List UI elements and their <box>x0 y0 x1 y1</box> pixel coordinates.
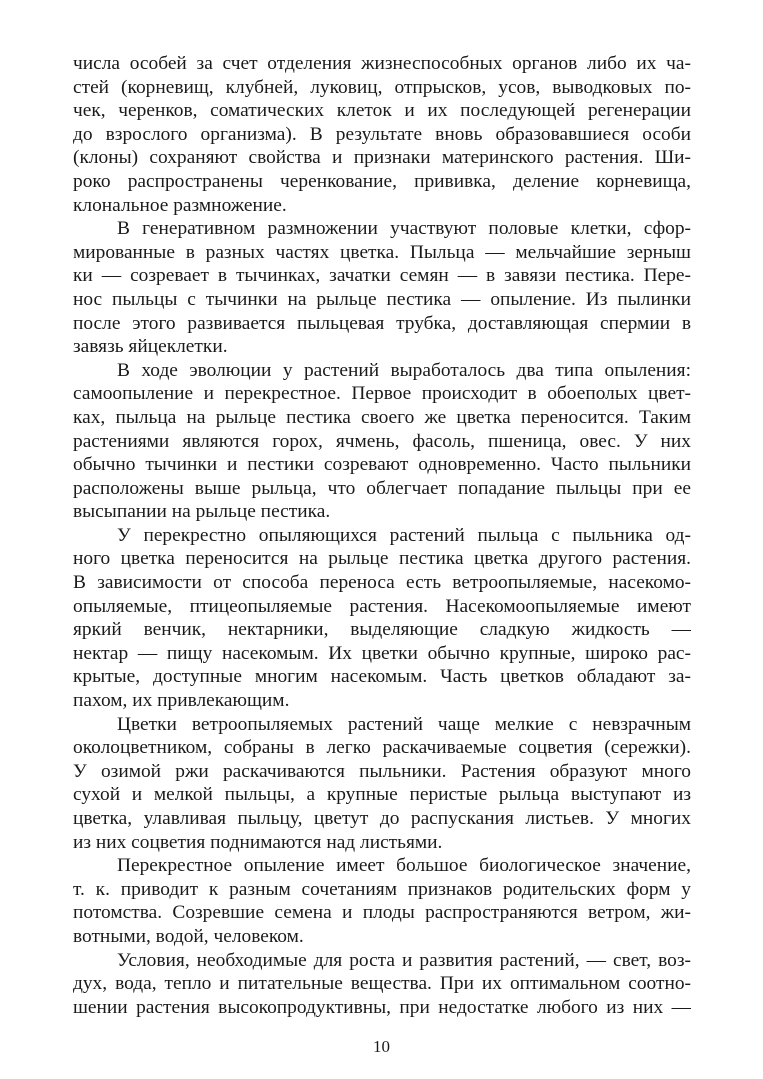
text-line: (клоны) сохраняют свойства и признаки материнского растения. Ши- <box>73 147 691 169</box>
paragraph-1 <box>73 52 691 217</box>
text-line: потомства. Созревшие семена и плоды распространяются ветром, жи- <box>73 902 691 924</box>
paragraph-5 <box>73 713 691 855</box>
text-line: ках, пыльца на рыльце пестика своего же цветка переносится. Таким <box>73 406 691 428</box>
text-line: стей (корневищ, клубней, луковиц, отпрысков, усов, выводковых по- <box>73 76 691 98</box>
text-line: цветка, улавливая пыльцу, цветут до распускания листьев. У многих <box>73 808 691 829</box>
text-line: ного цветка переносится на рыльце пестика цветка другого растения. <box>73 548 691 570</box>
text-line: самоопыление и перекрестное. Первое происходит в обоеполых цвет- <box>73 383 691 405</box>
text-line: завязь яйцеклетки. <box>73 336 228 358</box>
text-line: Условия, необходимые для роста и развития растений, — свет, воз- <box>117 949 691 971</box>
text-line: В генеративном размножении участвуют половые клетки, сфор- <box>117 218 691 240</box>
text-line: мированные в разных частях цветка. Пыльца — мельчайшие зерныш <box>73 241 691 263</box>
page-number: 10 <box>373 1037 390 1056</box>
paragraph-2 <box>73 217 691 359</box>
paragraph-3 <box>73 359 691 524</box>
text-line: пахом, их привлекающим. <box>73 690 290 712</box>
text-line: шении растения высокопродуктивны, при недостатке любого из них — <box>73 996 691 1018</box>
text-line: чек, черенков, соматических клеток и их последующей регенерации <box>73 100 691 122</box>
text-line: У перекрестно опыляющихся растений пыльца с пыльника од- <box>117 524 691 546</box>
text-line: клональное размножение. <box>73 194 287 216</box>
text-line: роко распространены черенкование, прививка, деление корневища, <box>73 170 691 192</box>
text-line: из них соцветия поднимаются над листьями. <box>73 831 443 853</box>
paragraph-7 <box>73 949 691 1020</box>
text-line: высыпании на рыльце пестика. <box>73 501 331 523</box>
text-line: Перекрестное опыление имеет большое биологическое значение, <box>117 855 691 877</box>
text-line: вотными, водой, человеком. <box>73 925 304 947</box>
text-line: числа особей за счет отделения жизнеспособных органов либо их ча- <box>73 53 691 74</box>
paragraph-6 <box>73 854 691 948</box>
text-line: крытые, доступные многим насекомым. Часть цветков обладают за- <box>73 666 691 688</box>
text-line: нос пыльцы с тычинки на рыльце пестика — опыление. Из пылинки <box>73 288 691 310</box>
text-line: после этого развивается пыльцевая трубка, доставляющая спермии в <box>73 312 691 334</box>
text-line: околоцветником, собраны в легко раскачиваемые соцветия (сережки). <box>73 737 691 759</box>
text-line: опыляемые, птицеопыляемые растения. Насекомоопыляемые имеют <box>73 595 691 617</box>
text-line: расположены выше рыльца, что облегчает попадание пыльцы при ее <box>73 477 691 499</box>
text-line: растениями являются горох, ячмень, фасоль, пшеница, овес. У них <box>73 430 691 452</box>
paragraph-4 <box>73 524 691 713</box>
text-line: В ходе эволюции у растений выработалось два типа опыления: <box>117 359 691 381</box>
page-body <box>73 52 691 1019</box>
text-line: яркий венчик, нектарники, выделяющие сладкую жидкость — <box>73 619 691 641</box>
text-line: У озимой ржи раскачиваются пыльники. Растения образуют много <box>73 760 691 782</box>
text-line: нектар — пищу насекомым. Их цветки обычно крупные, широко рас- <box>73 642 691 664</box>
text-line: обычно тычинки и пестики созревают одновременно. Часто пыльники <box>73 454 691 476</box>
text-line: В зависимости от способа переноса есть ветроопыляемые, насекомо- <box>73 572 691 594</box>
text-line: до взрослого организма). В результате вновь образовавшиеся особи <box>73 123 691 145</box>
text-line: дух, вода, тепло и питательные вещества. При их оптимальном соотно- <box>73 973 691 995</box>
text-line: т. к. приводит к разным сочетаниям признаков родительских форм у <box>73 878 691 900</box>
text-line: ки — созревает в тычинках, зачатки семян — в завязи пестика. Пере- <box>73 265 691 287</box>
text-line: сухой и мелкой пыльцы, а крупные перистые рыльца выступают из <box>73 784 691 806</box>
text-line: Цветки ветроопыляемых растений чаще мелкие с невзрачным <box>117 713 691 735</box>
